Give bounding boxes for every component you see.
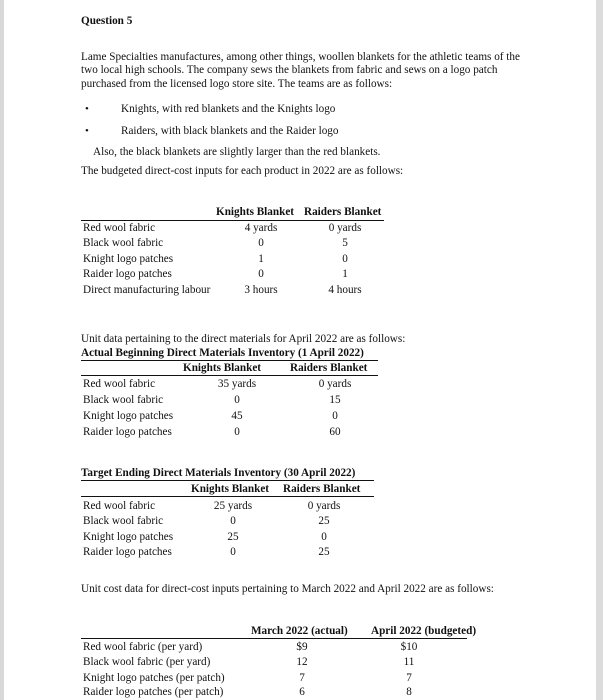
table-cell: 25 [227, 531, 239, 543]
table-cell: 7 [406, 672, 412, 684]
table-cell: 0 [234, 426, 240, 438]
unit-data-intro: Unit data pertaining to the direct materials for April 2022 are as follows: [81, 333, 406, 345]
unit-cost-intro: Unit cost data for direct-cost inputs pertaining to March 2022 and April 2022 are as follows: [81, 583, 494, 595]
table-cell: 0 [258, 268, 264, 280]
table2-header-knights: Knights Blanket [183, 362, 262, 374]
table-row-label: Black wool fabric [83, 237, 164, 249]
right-page-shadow [596, 0, 603, 700]
bullet-marker: • [85, 103, 89, 115]
table-row-label: Black wool fabric [83, 515, 164, 527]
table3-title: Target Ending Direct Materials Inventory (30 April 2022) [81, 467, 356, 479]
table-cell: 45 [231, 410, 243, 422]
table2-title-rule [81, 360, 378, 361]
table-cell: $10 [400, 641, 418, 653]
intro-paragraph: Lame Specialties manufactures, among other things, woollen blankets for the athletic teams of the two local high schools. The company sews the blankets from fabric and sews on a logo patch purchased from the licensed logo store site. The teams are as follows: [81, 51, 520, 90]
table-row-label: Raider logo patches (per patch) [83, 686, 224, 698]
table-cell: 35 yards [217, 378, 257, 390]
table-row-label: Raider logo patches [83, 268, 172, 280]
table-cell: 0 [321, 531, 327, 543]
table-cell: 0 [230, 515, 236, 527]
table-row-label: Black wool fabric (per yard) [83, 656, 211, 668]
table4-header-april: April 2022 (budgeted) [371, 625, 477, 637]
table-cell: 4 yards [244, 222, 278, 234]
table-row-label: Knight logo patches (per patch) [83, 672, 225, 684]
also-line: Also, the black blankets are slightly larger than the red blankets. [93, 146, 381, 158]
bullet-knights: Knights, with red blankets and the Knights logo [121, 103, 336, 115]
table-cell: 25 [318, 546, 330, 558]
table4-header-rule [81, 638, 467, 639]
table-cell: 0 [342, 253, 348, 265]
table-cell: 1 [342, 268, 348, 280]
table-row-label: Knight logo patches [83, 410, 174, 422]
table-cell: 25 [318, 515, 330, 527]
table-cell: $9 [296, 641, 308, 653]
table-cell: 25 yards [213, 500, 253, 512]
table-cell: 60 [329, 426, 341, 438]
table-cell: 0 [234, 394, 240, 406]
table-row-label: Direct manufacturing labour [83, 284, 211, 296]
table-row-label: Raider logo patches [83, 546, 172, 558]
table3-header-knights: Knights Blanket [191, 483, 270, 495]
table-cell: 1 [258, 253, 264, 265]
table4-header-march: March 2022 (actual) [251, 625, 348, 637]
table-cell: 4 hours [328, 284, 362, 296]
bullet-raiders: Raiders, with black blankets and the Raider logo [121, 125, 339, 137]
table-cell: 11 [403, 656, 415, 668]
table-row-label: Red wool fabric (per yard) [83, 641, 203, 653]
table1-header-raiders: Raiders Blanket [304, 206, 382, 218]
table3-header-raiders: Raiders Blanket [283, 483, 361, 495]
table-row-label: Knight logo patches [83, 531, 174, 543]
table-cell: 0 [332, 410, 338, 422]
table1-header-rule [81, 220, 384, 221]
table-cell: 0 yards [307, 500, 341, 512]
question-title: Question 5 [81, 15, 133, 27]
table-cell: 0 [258, 237, 264, 249]
table-row-label: Raider logo patches [83, 426, 172, 438]
table-row-label: Red wool fabric [83, 222, 156, 234]
table-cell: 6 [299, 686, 305, 698]
table2-header-rule [81, 375, 378, 376]
table3-title-rule [81, 480, 374, 481]
table-cell: 7 [299, 672, 305, 684]
table-row-label: Red wool fabric [83, 500, 156, 512]
bullet-marker: • [85, 125, 89, 137]
document-page [4, 0, 596, 700]
table-cell: 5 [342, 237, 348, 249]
table-row-label: Black wool fabric [83, 394, 164, 406]
table-cell: 12 [296, 656, 308, 668]
table2-title: Actual Beginning Direct Materials Inventory (1 April 2022) [81, 347, 364, 359]
table-cell: 8 [406, 686, 412, 698]
table-row-label: Red wool fabric [83, 378, 156, 390]
table-row-label: Knight logo patches [83, 253, 174, 265]
table1-header-knights: Knights Blanket [216, 206, 295, 218]
table-cell: 0 yards [318, 378, 352, 390]
table-cell: 0 [230, 546, 236, 558]
table-cell: 3 hours [244, 284, 278, 296]
table2-header-raiders: Raiders Blanket [290, 362, 368, 374]
budget-intro: The budgeted direct-cost inputs for each product in 2022 are as follows: [81, 165, 404, 177]
table3-header-rule [81, 496, 374, 497]
table-cell: 15 [329, 394, 341, 406]
table-cell: 0 yards [328, 222, 362, 234]
